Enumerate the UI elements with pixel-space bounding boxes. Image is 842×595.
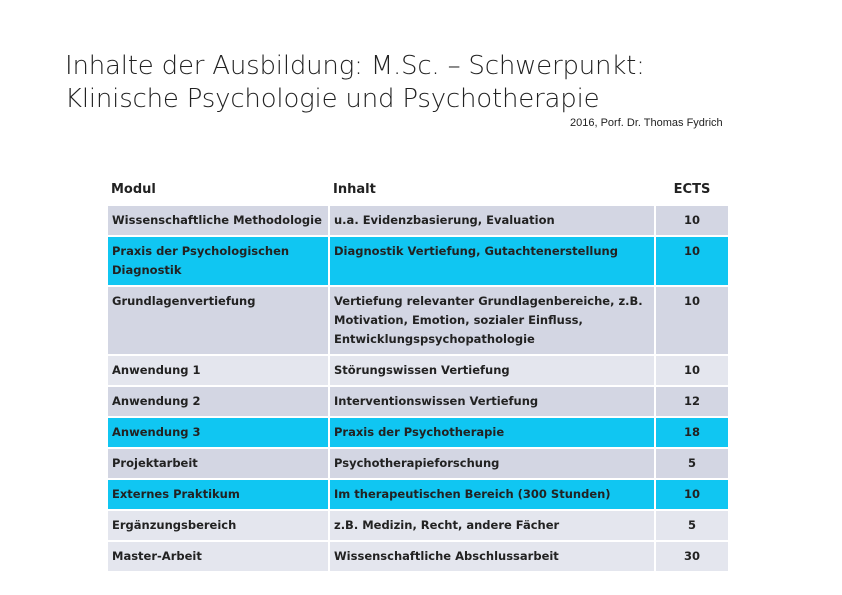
module-table — [106, 174, 730, 573]
ects-cell: 10 — [655, 479, 729, 510]
slide-credit: 2016, Porf. Dr. Thomas Fydrich — [570, 117, 723, 129]
table-row — [107, 479, 729, 510]
ects-cell: 10 — [655, 236, 729, 286]
modul-cell: Anwendung 2 — [107, 386, 329, 417]
ects-cell: 10 — [655, 205, 729, 236]
slide-title-line-2: Klinische Psychologie und Psychotherapie — [65, 84, 600, 114]
slide-title — [65, 50, 645, 116]
table-row — [107, 448, 729, 479]
header-modul: Modul — [107, 174, 329, 205]
ects-cell: 30 — [655, 541, 729, 572]
table-row — [107, 510, 729, 541]
table-row — [107, 236, 729, 286]
modul-cell: Praxis der Psychologischen Diagnostik — [107, 236, 329, 286]
inhalt-cell: Interventionswissen Vertiefung — [329, 386, 655, 417]
slide-title-line-1: Inhalte der Ausbildung: M.Sc. – Schwerpunkt: — [65, 51, 645, 81]
ects-cell: 18 — [655, 417, 729, 448]
inhalt-cell: z.B. Medizin, Recht, andere Fächer — [329, 510, 655, 541]
modul-cell: Wissenschaftliche Methodologie — [107, 205, 329, 236]
modul-cell: Master-Arbeit — [107, 541, 329, 572]
table-row — [107, 355, 729, 386]
table-row — [107, 417, 729, 448]
inhalt-cell: u.a. Evidenzbasierung, Evaluation — [329, 205, 655, 236]
module-rows — [107, 205, 729, 572]
ects-cell: 10 — [655, 355, 729, 386]
header-inhalt: Inhalt — [329, 174, 655, 205]
ects-cell: 10 — [655, 286, 729, 355]
inhalt-cell: Psychotherapieforschung — [329, 448, 655, 479]
inhalt-cell: Wissenschaftliche Abschlussarbeit — [329, 541, 655, 572]
modul-cell: Projektarbeit — [107, 448, 329, 479]
inhalt-cell: Vertiefung relevanter Grundlagenbereiche, z.B. Motivation, Emotion, sozialer Einfluss, Entwicklungspsychopathologie — [329, 286, 655, 355]
inhalt-cell: Praxis der Psychotherapie — [329, 417, 655, 448]
header-ects: ECTS — [655, 174, 729, 205]
table-header-row — [107, 174, 729, 205]
ects-cell: 12 — [655, 386, 729, 417]
modul-cell: Externes Praktikum — [107, 479, 329, 510]
modul-cell: Anwendung 3 — [107, 417, 329, 448]
table-row — [107, 286, 729, 355]
inhalt-cell: Diagnostik Vertiefung, Gutachtenerstellung — [329, 236, 655, 286]
modul-cell: Anwendung 1 — [107, 355, 329, 386]
ects-cell: 5 — [655, 510, 729, 541]
ects-cell: 5 — [655, 448, 729, 479]
table-row — [107, 386, 729, 417]
modul-cell: Ergänzungsbereich — [107, 510, 329, 541]
table-row — [107, 541, 729, 572]
inhalt-cell: Störungswissen Vertiefung — [329, 355, 655, 386]
inhalt-cell: Im therapeutischen Bereich (300 Stunden) — [329, 479, 655, 510]
table-row — [107, 205, 729, 236]
modul-cell: Grundlagenvertiefung — [107, 286, 329, 355]
